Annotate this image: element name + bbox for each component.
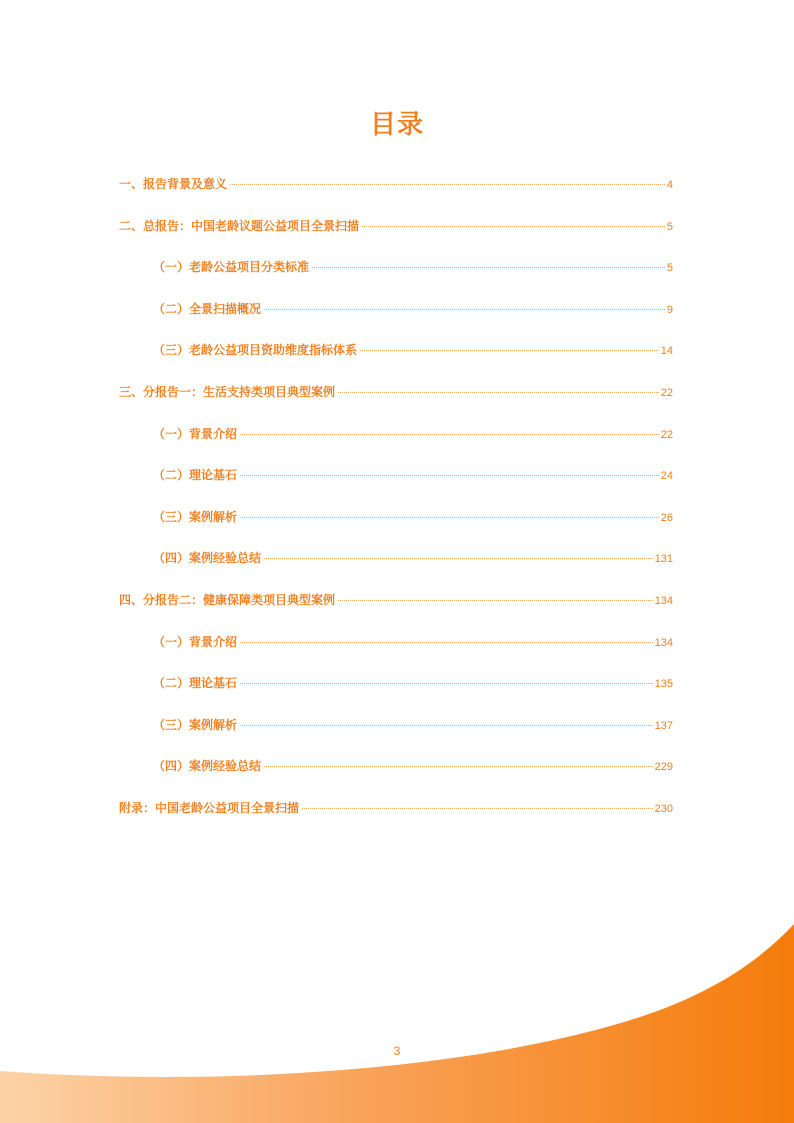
toc-entry-title: 四、分报告二：健康保障类项目典型案例 <box>119 593 336 607</box>
toc-entry-title: （三）案例解析 <box>153 510 238 524</box>
toc-dot-leader <box>240 642 653 643</box>
toc-entry-page-number: 131 <box>654 553 673 565</box>
toc-entry[interactable] <box>153 633 673 651</box>
toc-entry-title: （一）老龄公益项目分类标准 <box>153 260 310 274</box>
toc-dot-leader <box>264 766 653 767</box>
toc-entry[interactable] <box>119 799 673 817</box>
toc-entry-title: 附录：中国老龄公益项目全景扫描 <box>119 801 300 815</box>
toc-entry[interactable] <box>153 716 673 734</box>
toc-dot-leader <box>240 434 659 435</box>
toc-entry[interactable] <box>119 383 673 401</box>
toc-dot-leader <box>264 558 653 559</box>
toc-entry-title: 三、分报告一：生活支持类项目典型案例 <box>119 385 336 399</box>
toc-dot-leader <box>240 725 653 726</box>
toc-entry-title: （三）老龄公益项目资助维度指标体系 <box>153 343 358 357</box>
toc-dot-leader <box>362 226 665 227</box>
toc-entry-title: （四）案例经验总结 <box>153 551 262 565</box>
toc-entry-page-number: 22 <box>660 429 673 441</box>
toc-entry[interactable] <box>153 549 673 567</box>
toc-entry-title: （二）理论基石 <box>153 468 238 482</box>
toc-dot-leader <box>302 808 653 809</box>
toc-entry-page-number: 26 <box>660 512 673 524</box>
toc-entry-title: （二）全景扫描概况 <box>153 302 262 316</box>
toc-entry-page-number: 230 <box>654 803 673 815</box>
toc-entry[interactable] <box>153 425 673 443</box>
toc-entry[interactable] <box>153 508 673 526</box>
page-number: 3 <box>393 1044 401 1058</box>
toc-entry-page-number: 134 <box>654 595 673 607</box>
page-title: 目录 <box>369 110 424 140</box>
toc-entry-page-number: 14 <box>660 345 673 357</box>
toc-dot-leader <box>230 184 665 185</box>
toc-entry-title: （一）背景介绍 <box>153 635 238 649</box>
toc-entry[interactable] <box>119 175 673 193</box>
toc-entry-page-number: 135 <box>654 678 673 690</box>
toc-entry-page-number: 134 <box>654 637 673 649</box>
toc-entry-page-number: 22 <box>660 387 673 399</box>
toc-dot-leader <box>312 267 665 268</box>
toc-entry[interactable] <box>119 217 673 235</box>
toc-entry-title: 一、报告背景及意义 <box>119 177 228 191</box>
toc-entry[interactable] <box>153 757 673 775</box>
toc-dot-leader <box>338 392 659 393</box>
toc-entry[interactable] <box>153 258 673 276</box>
toc-entry-title: （一）背景介绍 <box>153 427 238 441</box>
toc-entry-page-number: 4 <box>666 179 673 191</box>
toc-dot-leader <box>240 683 653 684</box>
toc-entry[interactable] <box>153 300 673 318</box>
toc-entry[interactable] <box>153 466 673 484</box>
toc-entry-page-number: 5 <box>666 221 673 233</box>
toc-dot-leader <box>338 600 653 601</box>
toc-entry-page-number: 9 <box>666 304 673 316</box>
toc-entry[interactable] <box>119 591 673 609</box>
toc-entry-page-number: 229 <box>654 761 673 773</box>
toc-entry[interactable] <box>153 341 673 359</box>
toc-entry-title: （二）理论基石 <box>153 676 238 690</box>
toc-entry[interactable] <box>153 674 673 692</box>
toc-entry-title: 二、总报告：中国老龄议题公益项目全景扫描 <box>119 219 360 233</box>
toc-dot-leader <box>240 475 659 476</box>
toc-entry-page-number: 137 <box>654 720 673 732</box>
toc-entry-title: （三）案例解析 <box>153 718 238 732</box>
toc-dot-leader <box>240 517 659 518</box>
toc-dot-leader <box>264 309 665 310</box>
toc-dot-leader <box>360 350 659 351</box>
toc-entry-page-number: 5 <box>666 262 673 274</box>
toc-entry-page-number: 24 <box>660 470 673 482</box>
toc-entry-title: （四）案例经验总结 <box>153 759 262 773</box>
